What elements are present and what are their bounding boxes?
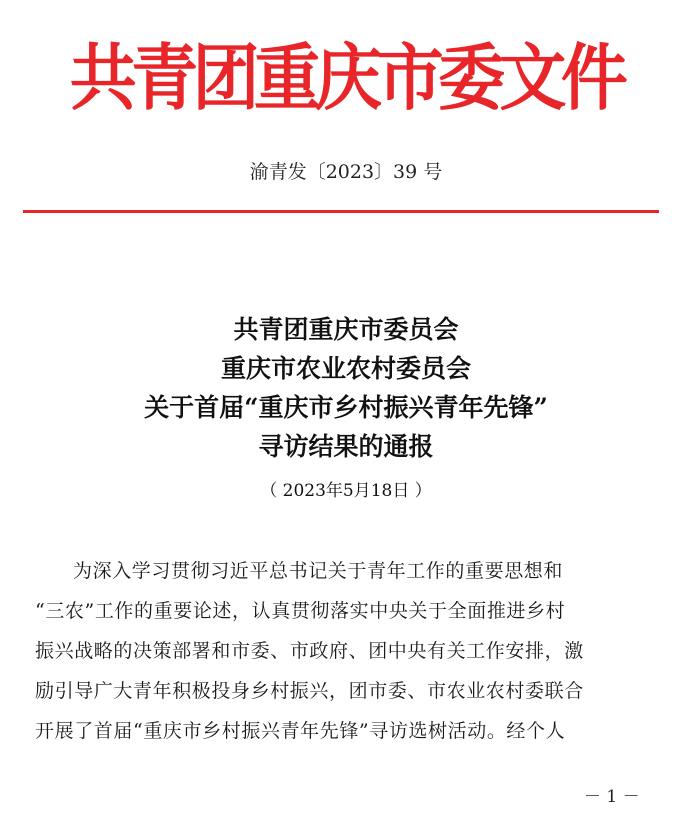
title-line-issuer-1: 共青团重庆市委员会 [233, 315, 459, 344]
document-title [0, 310, 692, 466]
title-line-issuer-2: 重庆市农业农村委员会 [220, 354, 471, 383]
document-masthead: 共青团重庆市委文件 [69, 35, 623, 120]
title-line-subject: 关于首届“重庆市乡村振兴青年先锋” [144, 393, 548, 422]
title-line-subject-end: 寻访结果的通报 [258, 432, 434, 461]
body-line: 开展了首届“重庆市乡村振兴青年先锋”寻访选树活动。经个人 [35, 720, 566, 742]
issue-date: （ 2023年5月18日 ） [260, 481, 432, 501]
body-line: “三农”工作的重要论述，认真贯彻落实中央关于全面推进乡村 [35, 600, 566, 622]
page-number: － 1 － [584, 787, 640, 807]
body-line: 励引导广大青年积极投身乡村振兴，团市委、市农业农村委联合 [35, 680, 584, 702]
body-line: 振兴战略的决策部署和市委、市政府、团中央有关工作安排，激 [35, 640, 584, 662]
body-paragraph [35, 551, 633, 751]
document-number: 渝青发〔2023〕39 号 [249, 161, 443, 183]
red-separator-line [23, 210, 659, 213]
body-line: 为深入学习贯彻习近平总书记关于青年工作的重要思想和 [73, 560, 564, 582]
